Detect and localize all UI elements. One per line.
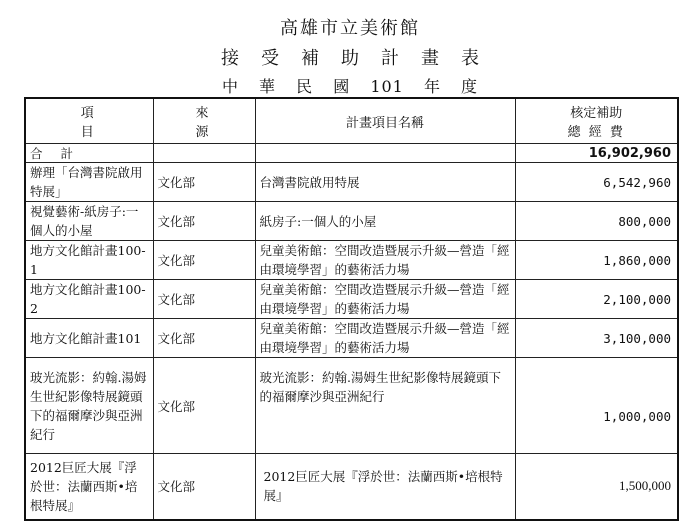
row-project: 兒童美術館：空間改造暨展示升級—營造「經由環境學習」的藝術活力場 xyxy=(255,241,515,280)
row-project: 台灣書院啟用特展 xyxy=(255,163,515,202)
table-row xyxy=(25,241,678,280)
total-row xyxy=(25,144,678,163)
row-amount: 800,000 xyxy=(515,202,678,241)
year-title: 中 華 民 國 101 年 度 xyxy=(221,77,479,96)
total-label: 合 計 xyxy=(25,144,153,163)
table-row xyxy=(25,280,678,319)
row-project: 2012巨匠大展『浮於世：法蘭西斯•培根特展』 xyxy=(255,454,515,520)
table-header-row xyxy=(25,98,678,144)
row-amount: 1,500,000 xyxy=(515,454,678,520)
column-header-item: 項目 xyxy=(25,98,153,144)
row-project: 兒童美術館：空間改造暨展示升級—營造「經由環境學習」的藝術活力場 xyxy=(255,319,515,358)
row-project: 兒童美術館：空間改造暨展示升級—營造「經由環境學習」的藝術活力場 xyxy=(255,280,515,319)
table-row xyxy=(25,319,678,358)
row-amount: 3,100,000 xyxy=(515,319,678,358)
row-amount: 6,542,960 xyxy=(515,163,678,202)
column-header-amount xyxy=(515,98,678,144)
table-row xyxy=(25,358,678,454)
table-row xyxy=(25,202,678,241)
total-project-cell xyxy=(255,144,515,163)
row-source: 文化部 xyxy=(153,319,255,358)
row-source: 文化部 xyxy=(153,241,255,280)
column-header-project: 計畫項目名稱 xyxy=(255,98,515,144)
row-amount: 2,100,000 xyxy=(515,280,678,319)
row-item: 玻光流影：約翰.湯姆生世紀影像特展鏡頭下的福爾摩沙與亞洲紀行 xyxy=(25,358,153,454)
row-source: 文化部 xyxy=(153,280,255,319)
org-title: 高雄市立美術館 xyxy=(280,18,420,39)
row-amount: 1,860,000 xyxy=(515,241,678,280)
row-project: 玻光流影：約翰.湯姆生世紀影像特展鏡頭下的福爾摩沙與亞洲紀行 xyxy=(255,358,515,454)
subsidy-table xyxy=(24,97,679,521)
row-project: 紙房子:一個人的小屋 xyxy=(255,202,515,241)
row-item: 地方文化館計畫100-2 xyxy=(25,280,153,319)
total-amount: 16,902,960 xyxy=(515,144,678,163)
row-amount: 1,000,000 xyxy=(515,358,678,454)
row-item: 視覺藝術-紙房子:一個人的小屋 xyxy=(25,202,153,241)
amount-header-line2: 總 經 費 xyxy=(567,125,625,140)
row-source: 文化部 xyxy=(153,202,255,241)
table-row xyxy=(25,454,678,520)
row-item: 2012巨匠大展『浮於世：法蘭西斯•培根特展』 xyxy=(25,454,153,520)
row-item: 地方文化館計畫100-1 xyxy=(25,241,153,280)
table-row xyxy=(25,163,678,202)
column-header-source: 來源 xyxy=(153,98,255,144)
row-item: 地方文化館計畫101 xyxy=(25,319,153,358)
form-title: 接受補助計畫表 xyxy=(221,48,501,69)
amount-header-line1: 核定補助 xyxy=(570,106,623,121)
row-item: 辦理「台灣書院啟用特展」 xyxy=(25,163,153,202)
row-source: 文化部 xyxy=(153,163,255,202)
row-source: 文化部 xyxy=(153,454,255,520)
total-source-cell xyxy=(153,144,255,163)
row-source: 文化部 xyxy=(153,358,255,454)
